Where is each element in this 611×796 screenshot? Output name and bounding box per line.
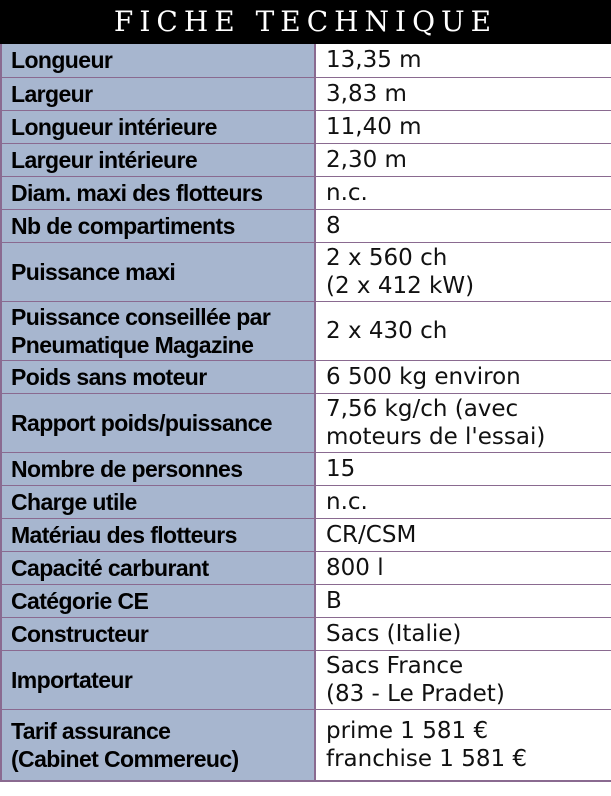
spec-label: Puissance maxi [1, 242, 315, 301]
spec-value: 2,30 m [315, 143, 611, 176]
spec-row [1, 44, 611, 77]
spec-label: Largeur intérieure [1, 143, 315, 176]
spec-value: n.c. [315, 485, 611, 518]
spec-value: Sacs (Italie) [315, 617, 611, 650]
spec-label: Rapport poids/puissance [1, 393, 315, 452]
spec-label: Puissance conseillée par Pneumatique Magazine [1, 301, 315, 360]
spec-label: Catégorie CE [1, 584, 315, 617]
spec-row [1, 77, 611, 110]
spec-row [1, 584, 611, 617]
spec-label: Importateur [1, 650, 315, 709]
spec-label: Charge utile [1, 485, 315, 518]
spec-row [1, 452, 611, 485]
spec-label: Poids sans moteur [1, 360, 315, 393]
spec-label: Nombre de personnes [1, 452, 315, 485]
spec-value: 13,35 m [315, 44, 611, 77]
spec-label: Nb de compartiments [1, 209, 315, 242]
spec-row [1, 393, 611, 452]
spec-label: Longueur intérieure [1, 110, 315, 143]
spec-value: 6 500 kg environ [315, 360, 611, 393]
spec-value: prime 1 581 € franchise 1 581 € [315, 709, 611, 781]
spec-value: 3,83 m [315, 77, 611, 110]
spec-table [0, 44, 611, 782]
spec-row [1, 176, 611, 209]
spec-row [1, 617, 611, 650]
spec-value: 800 l [315, 551, 611, 584]
spec-value: 7,56 kg/ch (avec moteurs de l'essai) [315, 393, 611, 452]
spec-label: Diam. maxi des flotteurs [1, 176, 315, 209]
spec-value: 2 x 560 ch (2 x 412 kW) [315, 242, 611, 301]
spec-value: n.c. [315, 176, 611, 209]
spec-value: 15 [315, 452, 611, 485]
spec-row [1, 143, 611, 176]
spec-value: Sacs France (83 - Le Pradet) [315, 650, 611, 709]
spec-value: CR/CSM [315, 518, 611, 551]
spec-value: 2 x 430 ch [315, 301, 611, 360]
spec-value: B [315, 584, 611, 617]
spec-row [1, 301, 611, 360]
spec-label: Largeur [1, 77, 315, 110]
spec-row [1, 551, 611, 584]
spec-label: Tarif assurance (Cabinet Commereuc) [1, 709, 315, 781]
spec-value: 11,40 m [315, 110, 611, 143]
spec-row [1, 110, 611, 143]
spec-row [1, 242, 611, 301]
spec-table-body [1, 44, 611, 781]
spec-row [1, 518, 611, 551]
spec-row [1, 360, 611, 393]
spec-label: Capacité carburant [1, 551, 315, 584]
spec-row [1, 650, 611, 709]
sheet-title: FICHE TECHNIQUE [0, 0, 611, 44]
spec-value: 8 [315, 209, 611, 242]
spec-row [1, 209, 611, 242]
spec-label: Longueur [1, 44, 315, 77]
spec-label: Constructeur [1, 617, 315, 650]
spec-row [1, 709, 611, 781]
spec-row [1, 485, 611, 518]
spec-label: Matériau des flotteurs [1, 518, 315, 551]
